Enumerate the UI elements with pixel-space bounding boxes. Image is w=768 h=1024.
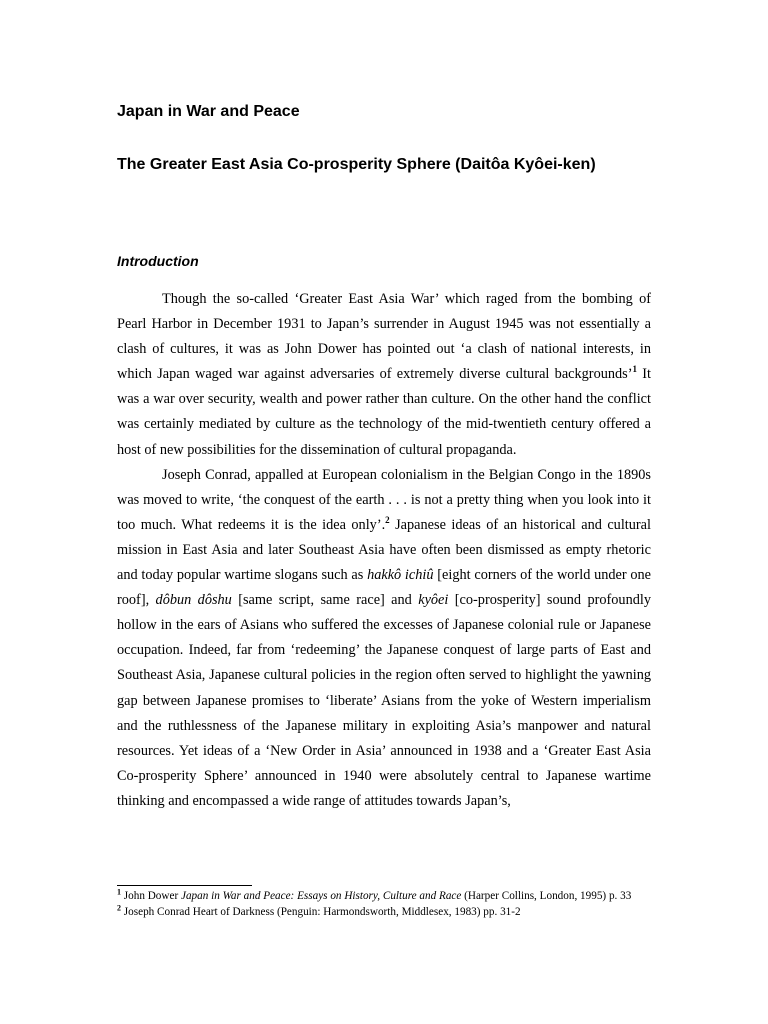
footnote-number: 1 xyxy=(117,887,121,897)
footnote-2 xyxy=(117,902,651,921)
p2-text-b: Japanese ideas of an historical and cultural mission in East Asia and later Southeast Asia have often been dismissed as empty rhetoric and today popular wartime slogans such as xyxy=(117,516,651,584)
term-dobun-doshu: dôbun dôshu xyxy=(155,592,232,609)
footnote-divider xyxy=(117,885,252,886)
footnote-ref-1: 1 xyxy=(632,364,637,375)
footnote-text: John Dower xyxy=(121,890,181,902)
body-text xyxy=(117,287,651,814)
term-kyoei: kyôei xyxy=(418,592,449,609)
footnote-number: 2 xyxy=(117,902,121,912)
section-heading: Introduction xyxy=(117,253,199,269)
footnote-publication: (Harper Collins, London, 1995) p. 33 xyxy=(461,890,632,902)
footnotes xyxy=(117,889,651,920)
document-title: Japan in War and Peace xyxy=(117,103,300,120)
p2-text-c: [eight corners of the world under one roof], xyxy=(117,567,651,609)
p2-text-d: [same script, same race] and xyxy=(231,592,419,609)
p2-text-a: Joseph Conrad, appalled at European colonialism in the Belgian Congo in the 1890s was moved to write, ‘the conquest of the earth . . . is not a pretty thing when you look into it too much. What redeems it is the idea only’. xyxy=(117,466,651,533)
p2-text-e: [co-prosperity] sound profoundly hollow in the ears of Asians who suffered the excesses of Japanese colonial rule or Japanese occupation. Indeed, far from ‘redeeming’ the Japanese conquest of large parts of East and Southeast Asia, Japanese cultural policies in the region often served to highlight the yawning gap between Japanese promises to ‘liberate’ Asians from the yoke of Western imperialism and the ruthlessness of the Japanese military in exploiting Asia’s manpower and natural resources. Yet ideas of a ‘New Order in Asia’ announced in 1938 and a ‘Greater East Asia Co-prosperity Sphere’ announced in 1940 were absolutely central to Japanese wartime thinking and encompassed a wide range of attitudes towards Japan’s, xyxy=(117,592,651,809)
term-hakko-ichiu: hakkô ichiû xyxy=(367,567,434,584)
p1-text-a: Though the so-called ‘Greater East Asia War’ which raged from the bombing of Pearl Harbor in December 1931 to Japan’s surrender in August 1945 was not essentially a clash of cultures, it was as John Dower has pointed out ‘a clash of national interests, in which Japan waged war against adversaries of extremely diverse cultural backgrounds’ xyxy=(117,291,651,383)
footnote-text: Joseph Conrad Heart of Darkness (Penguin: Harmondsworth, Middlesex, 1983) pp. 31-2 xyxy=(121,905,521,918)
document-subtitle: The Greater East Asia Co-prosperity Sphere (Daitôa Kyôei-ken) xyxy=(117,156,596,173)
footnote-ref-2: 2 xyxy=(385,515,390,526)
footnote-book-title: Japan in War and Peace: Essays on History, Culture and Race xyxy=(180,890,462,902)
paragraph-1 xyxy=(117,287,651,463)
footnote-1 xyxy=(117,889,651,905)
paragraph-2 xyxy=(117,463,651,814)
p1-text-b: It was a war over security, wealth and power rather than culture. On the other hand the conflict was certainly mediated by culture as the technology of the mid-twentieth century offered a host of new possibilities for the dissemination of cultural propaganda. xyxy=(117,366,651,458)
